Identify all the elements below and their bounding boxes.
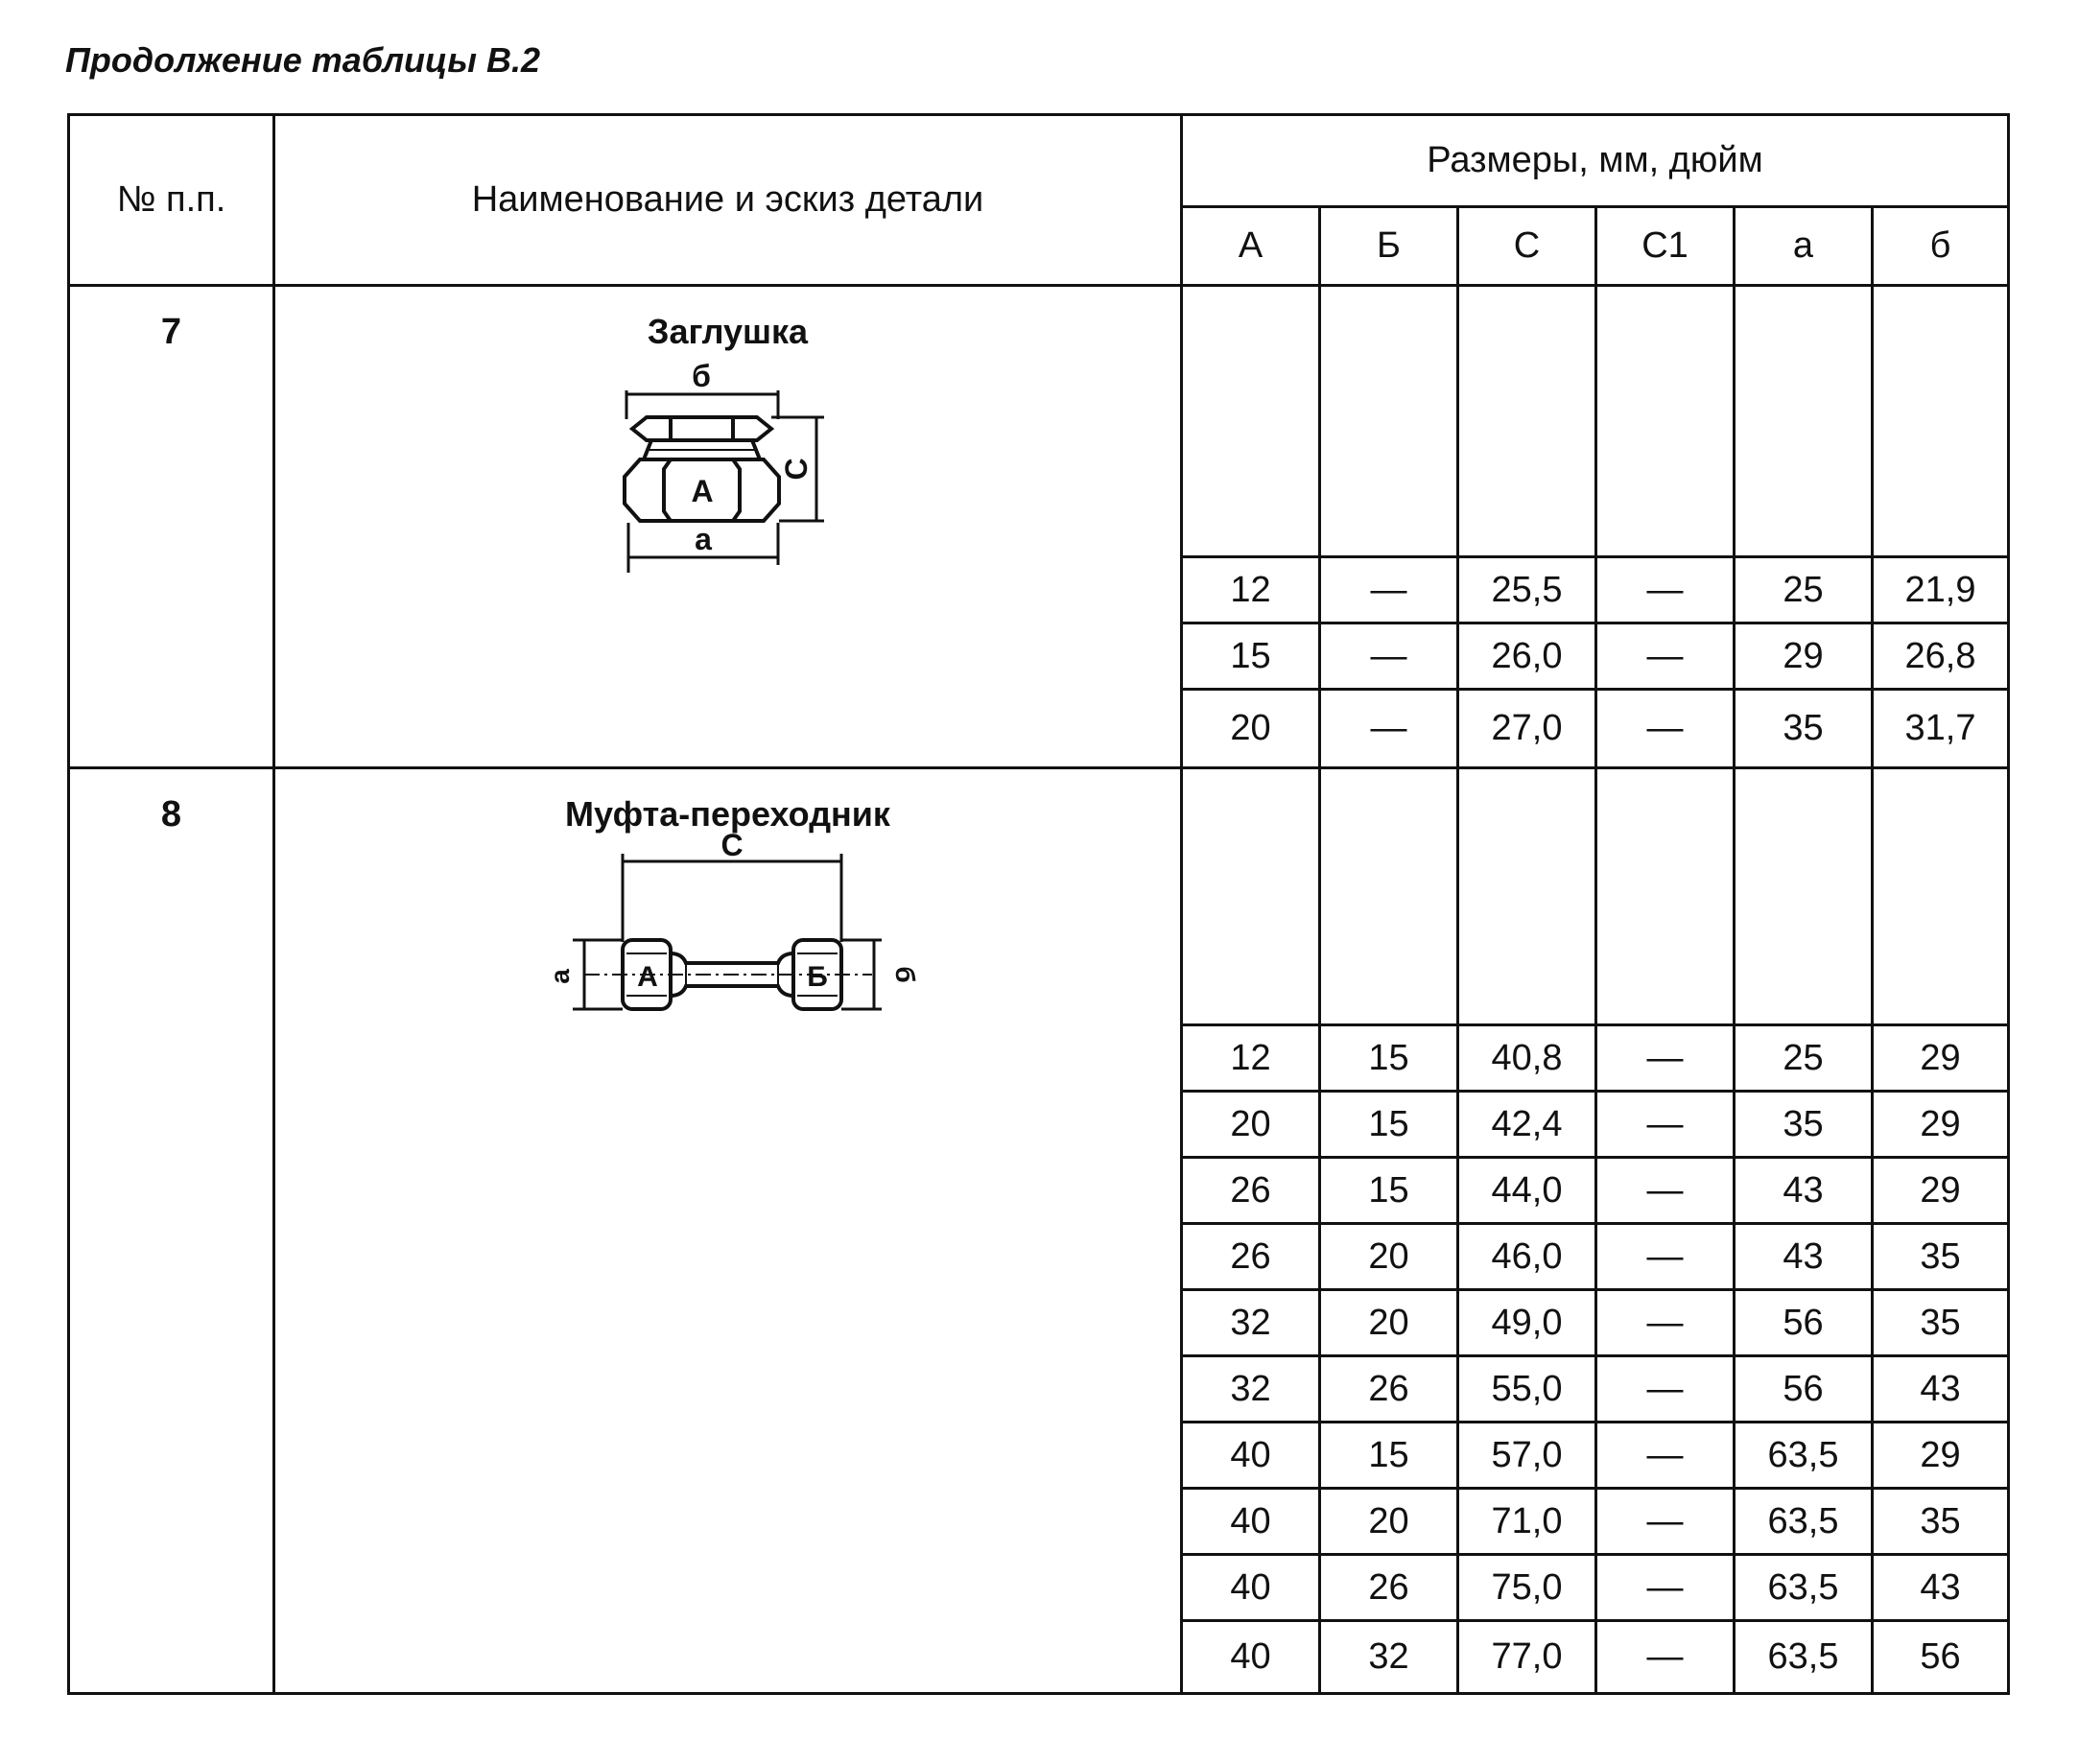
table-cell: 26,0 (1458, 623, 1596, 690)
table-cell: 40 (1182, 1621, 1320, 1694)
adapter-label-top: С (720, 828, 744, 862)
header-col-b: б (1873, 207, 2009, 286)
table-cell: 12 (1182, 1025, 1320, 1092)
table-cell: — (1596, 1423, 1735, 1489)
table-cell: 32 (1182, 1290, 1320, 1356)
table-cell: 63,5 (1735, 1489, 1873, 1555)
table-cell: 46,0 (1458, 1224, 1596, 1290)
table-cell: 15 (1320, 1092, 1458, 1158)
part-7-title: Заглушка (647, 312, 809, 351)
table-cell: 40 (1182, 1555, 1320, 1621)
table-cell: 26,8 (1873, 623, 2009, 690)
table-cell: 25 (1735, 1025, 1873, 1092)
table-cell: 15 (1320, 1025, 1458, 1092)
table-cell: — (1596, 1356, 1735, 1423)
table-cell: — (1596, 1290, 1735, 1356)
table-cell: 29 (1873, 1158, 2009, 1224)
part-7-number: 7 (69, 286, 274, 768)
table-cell: 35 (1735, 690, 1873, 768)
dimensions-table (67, 113, 2010, 1695)
table-cell: 43 (1873, 1356, 2009, 1423)
table-caption: Продолжение таблицы В.2 (65, 40, 541, 80)
table-cell: 43 (1735, 1224, 1873, 1290)
header-col-C: С (1458, 207, 1596, 286)
table-cell: — (1596, 1224, 1735, 1290)
table-cell: 56 (1735, 1356, 1873, 1423)
table-cell: 27,0 (1458, 690, 1596, 768)
part-7-name-cell (274, 286, 1182, 768)
table-cell: 29 (1873, 1092, 2009, 1158)
table-cell: 56 (1873, 1621, 2009, 1694)
part-8-number: 8 (69, 768, 274, 1694)
plug-label-top: б (691, 359, 711, 393)
table-cell: 63,5 (1735, 1423, 1873, 1489)
table-cell: 20 (1320, 1290, 1458, 1356)
header-col-C1: С1 (1596, 207, 1735, 286)
table-cell: 77,0 (1458, 1621, 1596, 1694)
table-cell: 20 (1182, 690, 1320, 768)
table-cell: 40 (1182, 1423, 1320, 1489)
table-cell: — (1596, 690, 1735, 768)
header-col-A: А (1182, 207, 1320, 286)
adapter-label-right: Б (806, 961, 828, 993)
table-cell: 43 (1735, 1158, 1873, 1224)
table-cell: 26 (1182, 1224, 1320, 1290)
table-cell: 25 (1735, 557, 1873, 623)
table-cell: — (1596, 1025, 1735, 1092)
table-cell: 26 (1182, 1158, 1320, 1224)
table-cell: 29 (1735, 623, 1873, 690)
plug-label-bottom: а (694, 522, 712, 556)
table-cell: 43 (1873, 1555, 2009, 1621)
plug-sketch (575, 352, 882, 630)
table-cell: 56 (1735, 1290, 1873, 1356)
table-cell: 75,0 (1458, 1555, 1596, 1621)
table-cell: 44,0 (1458, 1158, 1596, 1224)
table-cell: 20 (1182, 1092, 1320, 1158)
table-cell: 20 (1320, 1489, 1458, 1555)
table-cell: 57,0 (1458, 1423, 1596, 1489)
table-cell: — (1596, 557, 1735, 623)
table-cell: 35 (1873, 1489, 2009, 1555)
table-cell: — (1596, 1158, 1735, 1224)
table-cell: — (1320, 690, 1458, 768)
table-cell: 32 (1320, 1621, 1458, 1694)
table-cell: 15 (1182, 623, 1320, 690)
table-cell: 26 (1320, 1356, 1458, 1423)
table-cell: 31,7 (1873, 690, 2009, 768)
part-8-name-cell (274, 768, 1182, 1694)
table-cell: 71,0 (1458, 1489, 1596, 1555)
table-cell: 25,5 (1458, 557, 1596, 623)
plug-label-side: С (778, 458, 814, 481)
table-cell: 40,8 (1458, 1025, 1596, 1092)
table-cell: — (1320, 557, 1458, 623)
table-cell: 63,5 (1735, 1555, 1873, 1621)
table-cell: 63,5 (1735, 1621, 1873, 1694)
adapter-label-left: А (636, 961, 658, 993)
header-col-a: а (1735, 207, 1873, 286)
table-cell: 21,9 (1873, 557, 2009, 623)
table-cell: — (1596, 1489, 1735, 1555)
table-cell: 35 (1873, 1290, 2009, 1356)
plug-label-center: А (690, 474, 714, 508)
table-cell: 35 (1873, 1224, 2009, 1290)
table-cell: 49,0 (1458, 1290, 1596, 1356)
table-cell: 42,4 (1458, 1092, 1596, 1158)
table-cell: — (1320, 623, 1458, 690)
table-cell: 29 (1873, 1025, 2009, 1092)
adapter-sketch (544, 828, 920, 1026)
table-cell: 20 (1320, 1224, 1458, 1290)
header-dims: Размеры, мм, дюйм (1182, 115, 2009, 207)
table-cell: 12 (1182, 557, 1320, 623)
header-name: Наименование и эскиз детали (274, 115, 1182, 286)
table-cell: 55,0 (1458, 1356, 1596, 1423)
table-cell: — (1596, 1621, 1735, 1694)
header-num: № п.п. (69, 115, 274, 286)
table-cell: 15 (1320, 1423, 1458, 1489)
table-cell: 35 (1735, 1092, 1873, 1158)
adapter-label-right-side: б (889, 966, 920, 983)
table-cell: 29 (1873, 1423, 2009, 1489)
part-8-title: Муфта-переходник (565, 794, 890, 834)
header-col-B: Б (1320, 207, 1458, 286)
table-cell: — (1596, 1555, 1735, 1621)
table-cell: 40 (1182, 1489, 1320, 1555)
table-cell: 32 (1182, 1356, 1320, 1423)
table-cell: 26 (1320, 1555, 1458, 1621)
table-cell: 15 (1320, 1158, 1458, 1224)
table-cell: — (1596, 1092, 1735, 1158)
table-cell: — (1596, 623, 1735, 690)
adapter-label-left-side: а (544, 969, 575, 984)
